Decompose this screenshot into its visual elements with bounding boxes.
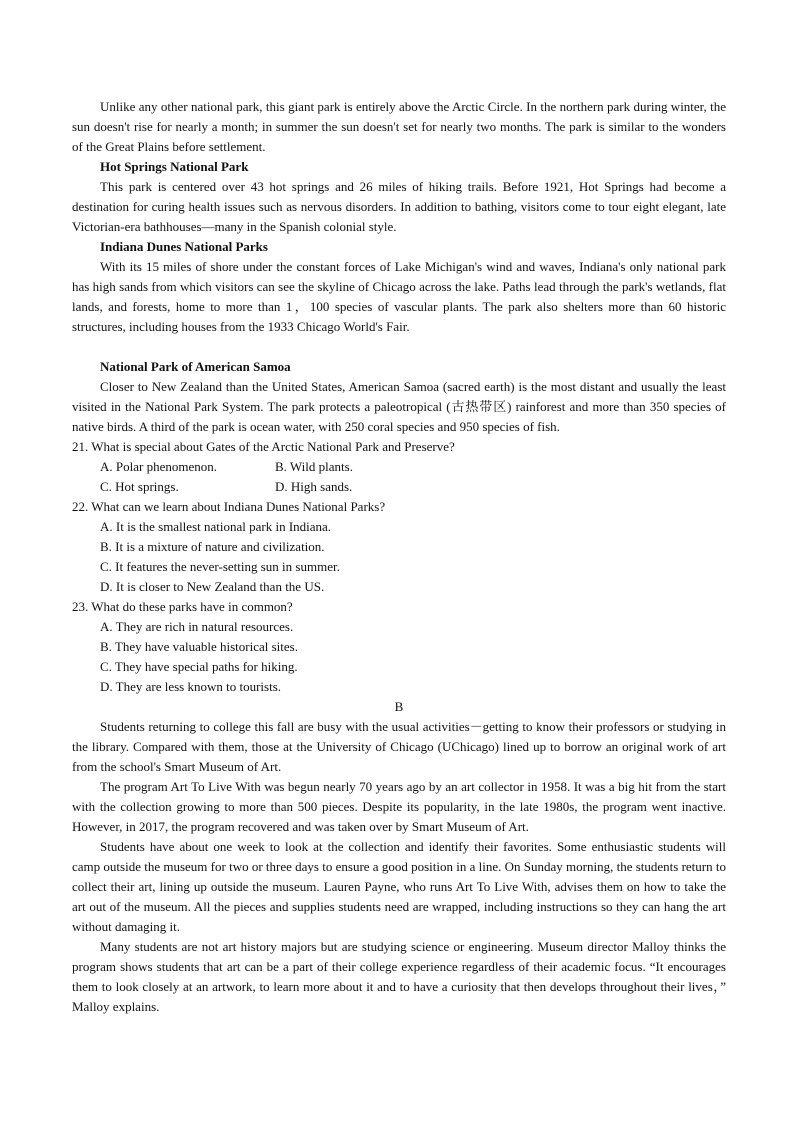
option: C. They have special paths for hiking. (100, 659, 298, 674)
option: C. It features the never-setting sun in summer. (100, 559, 340, 574)
option: A. It is the smallest national park in Indiana. (100, 519, 332, 534)
option-row (72, 457, 726, 477)
section-heading: Hot Springs National Park (100, 159, 249, 174)
option: B. It is a mixture of nature and civilization. (100, 539, 325, 554)
option: C. Hot springs. (100, 479, 179, 494)
passage-label: B (394, 699, 404, 714)
question-stem: 23. What do these parks have in common? (72, 599, 293, 614)
passage-a-intro: Unlike any other national park, this giant park is entirely above the Arctic Circle. In the northern park during winter, the sun doesn't rise for nearly a month; in summer the sun doesn't set for nearly two months. The park is similar to the wonders of the Great Plains before settlement. (72, 99, 726, 154)
section-text: Closer to New Zealand than the United States, American Samoa (sacred earth) is the most distant and usually the least visited in the National Park System. The park protects a paleotropical (古热带区) rainforest and more than 350 species of native birds. A third of the park is ocean water, with 250 coral species and 950 species of fish. (72, 379, 726, 434)
section-text: This park is centered over 43 hot springs and 26 miles of hiking trails. Before 1921, Hot Springs had become a destination for curing health issues such as nervous disorders. In addition to bathing, visitors come to tour eight elegant, late Victorian-era bathhouses—many in the Spanish colonial style. (72, 179, 726, 234)
option-row (72, 477, 726, 497)
option: B. They have valuable historical sites. (100, 639, 298, 654)
section-heading: National Park of American Samoa (100, 359, 291, 374)
option: D. High sands. (275, 479, 353, 494)
passage-b-paragraph: Students returning to college this fall are busy with the usual activities－getting to know their professors or studying in the library. Compared with them, those at the University of Chicago (UChicago) lined up to borrow an original work of art from the school's Smart Museum of Art. (72, 719, 726, 774)
question-stem: 22. What can we learn about Indiana Dunes National Parks? (72, 499, 386, 514)
option: A. They are rich in natural resources. (100, 619, 294, 634)
section-text: With its 15 miles of shore under the constant forces of Lake Michigan's wind and waves, Indiana's only national park has high sands from which visitors can see the skyline of Chicago across the lake. Paths lead through the park's wetlands, flat lands, and forests, home to more than 1，100 species of vascular plants. The park also shelters more than 60 historic structures, including houses from the 1933 Chicago World's Fair. (72, 259, 726, 334)
spacer (72, 337, 726, 357)
option: B. Wild plants. (275, 459, 353, 474)
question-stem: 21. What is special about Gates of the Arctic National Park and Preserve? (72, 439, 455, 454)
passage-b-paragraph: Many students are not art history majors but are studying science or engineering. Museum director Malloy thinks the program shows students that art can be a part of their college experience regardless of their academic focus. “It encourages them to look closely at an artwork, to learn more about it and to have a curiosity that then develops throughout their lives，” Malloy explains. (72, 939, 726, 1014)
option: D. They are less known to tourists. (100, 679, 282, 694)
passage-b-paragraph: The program Art To Live With was begun nearly 70 years ago by an art collector in 1958. It was a big hit from the start with the collection growing to more than 500 pieces. Despite its popularity, in the late 1980s, the program went inactive. However, in 2017, the program recovered and was taken over by Smart Museum of Art. (72, 779, 726, 834)
option: D. It is closer to New Zealand than the US. (100, 579, 325, 594)
option: A. Polar phenomenon. (100, 459, 217, 474)
passage-b-paragraph: Students have about one week to look at the collection and identify their favorites. Some enthusiastic students will camp outside the museum for two or three days to ensure a good position in a line. On Sunday morning, the students return to collect their art, lining up outside the museum. Lauren Payne, who runs Art To Live With, advises them on how to take the art out of the museum. All the pieces and supplies students need are wrapped, including instructions so they can hang the art without damaging it. (72, 839, 726, 934)
section-heading: Indiana Dunes National Parks (100, 239, 268, 254)
document-page (72, 97, 726, 1017)
